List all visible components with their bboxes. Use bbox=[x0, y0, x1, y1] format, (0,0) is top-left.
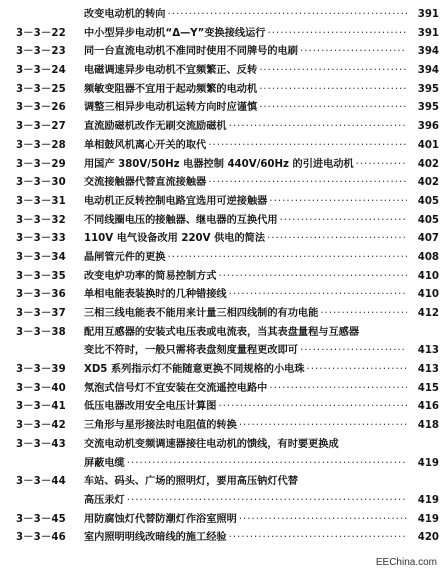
leader-dots bbox=[168, 6, 408, 25]
entry-title-text: 屏蔽电缆 bbox=[84, 457, 125, 469]
page-number: 402 bbox=[417, 177, 439, 189]
entry-title-text: 直流励磁机改作无刷交流励磁机 bbox=[84, 121, 227, 133]
entry-title bbox=[84, 156, 407, 175]
leader-dots bbox=[127, 492, 407, 511]
page-number: 410 bbox=[417, 270, 439, 282]
section-number: 3－3－42 bbox=[16, 420, 66, 432]
entry-title bbox=[84, 174, 407, 193]
entry-title-text: 氖泡式信号灯不宜安装在交流遥控电路中 bbox=[84, 382, 268, 394]
toc-entry bbox=[0, 455, 445, 474]
leader-dots bbox=[239, 511, 407, 530]
toc-entry bbox=[0, 25, 445, 44]
entry-title-text: 频敏变阻器不宜用于起动频繁的电动机 bbox=[84, 83, 258, 95]
toc-entry bbox=[0, 81, 445, 100]
leader-dots bbox=[218, 268, 407, 287]
section-number: 3－3－34 bbox=[16, 251, 66, 263]
section-number: 3－3－30 bbox=[16, 177, 66, 189]
page-number: 407 bbox=[417, 233, 439, 245]
toc-entry bbox=[0, 137, 445, 156]
leader-dots bbox=[267, 230, 407, 249]
entry-title bbox=[84, 99, 407, 118]
toc-entry bbox=[0, 492, 445, 511]
leader-dots bbox=[239, 417, 407, 436]
toc-entry bbox=[0, 212, 445, 231]
page-number: 413 bbox=[417, 364, 439, 376]
leader-dots bbox=[280, 212, 407, 231]
entry-title bbox=[84, 118, 407, 137]
entry-title bbox=[84, 268, 407, 287]
section-number: 3－3－39 bbox=[16, 364, 66, 376]
leader-dots bbox=[356, 156, 407, 175]
section-number: 3－3－22 bbox=[16, 27, 66, 39]
entry-title bbox=[84, 398, 407, 417]
leader-dots bbox=[168, 249, 408, 268]
entry-title-text: 交流电动机变频调速器接往电动机的馈线，有时要更换成 bbox=[84, 438, 339, 450]
leader-dots bbox=[229, 118, 407, 137]
leader-dots bbox=[259, 81, 407, 100]
entry-title-text: 三相三线电能表不能用来计量三相四线制的有功电能 bbox=[84, 308, 319, 319]
section-number: 3－3－44 bbox=[16, 476, 66, 488]
toc-entry bbox=[0, 511, 445, 530]
page-number: 415 bbox=[417, 382, 439, 394]
entry-title bbox=[84, 492, 407, 511]
leader-dots bbox=[259, 99, 407, 118]
entry-title-text: 调整三相异步电动机运转方向时应谨慎 bbox=[84, 102, 258, 114]
page-number: 418 bbox=[417, 420, 439, 432]
section-number: 3－3－43 bbox=[16, 438, 66, 450]
section-number: 3－3－23 bbox=[16, 46, 66, 58]
entry-title-text: 单相鼓风机离心开关的取代 bbox=[84, 139, 207, 151]
entry-title-text: 变比不符时，一般只需将表盘刻度量程更改即可 bbox=[84, 345, 298, 357]
entry-title bbox=[84, 417, 407, 436]
section-number: 3－3－26 bbox=[16, 102, 66, 114]
entry-title-text: 单相电能表装换时的几种错接线 bbox=[84, 289, 227, 301]
entry-title-text: 改变电动机的转向 bbox=[84, 9, 166, 20]
toc-entry bbox=[0, 62, 445, 81]
page-number: 395 bbox=[417, 83, 439, 95]
leader-dots bbox=[208, 137, 407, 156]
toc-entry bbox=[0, 249, 445, 268]
leader-dots bbox=[269, 380, 407, 399]
entry-title-text: 低压电器改用安全电压计算图 bbox=[84, 401, 217, 413]
page-number: 419 bbox=[417, 457, 439, 469]
section-number: 3－3－28 bbox=[16, 139, 66, 151]
section-number: 3－3－27 bbox=[16, 121, 66, 133]
leader-dots bbox=[300, 342, 407, 361]
page-number: 394 bbox=[417, 46, 439, 58]
page-number: 419 bbox=[417, 513, 439, 525]
entry-title bbox=[84, 286, 407, 305]
page-number: 412 bbox=[417, 308, 439, 319]
section-number: 3－3－32 bbox=[16, 214, 66, 226]
leader-dots bbox=[208, 174, 407, 193]
section-number: 3－3－40 bbox=[16, 382, 66, 394]
entry-title-text: 用国产 380V/50Hz 电器控制 440V/60Hz 的引进电动机 bbox=[84, 158, 354, 170]
toc-entry bbox=[0, 286, 445, 305]
toc-entry bbox=[0, 118, 445, 137]
section-number: 3－3－35 bbox=[16, 270, 66, 282]
page-number: 405 bbox=[417, 214, 439, 226]
table-of-contents bbox=[0, 6, 445, 548]
section-number: 3－3－29 bbox=[16, 158, 66, 170]
leader-dots bbox=[307, 361, 407, 380]
entry-title-text: 110V 电气设备改用 220V 供电的简法 bbox=[84, 233, 266, 245]
entry-title bbox=[84, 193, 407, 212]
watermark: EEChina.com bbox=[375, 557, 437, 568]
entry-title bbox=[84, 436, 407, 455]
page-number: 420 bbox=[417, 532, 439, 544]
page-number: 419 bbox=[417, 494, 439, 506]
toc-entry bbox=[0, 529, 445, 548]
toc-entry bbox=[0, 193, 445, 212]
section-number: 3－3－25 bbox=[16, 83, 66, 95]
toc-entry bbox=[0, 398, 445, 417]
entry-title bbox=[84, 137, 407, 156]
section-number: 3－3－33 bbox=[16, 233, 66, 245]
entry-title-text: 电磁调速异步电动机不宜频繁正、反转 bbox=[84, 65, 258, 77]
page-number: 401 bbox=[417, 139, 439, 151]
toc-entry bbox=[0, 342, 445, 361]
entry-title-text: 室内照明明线改暗线的施工经验 bbox=[84, 532, 227, 544]
section-number: 3－3－36 bbox=[16, 289, 66, 301]
toc-entry bbox=[0, 473, 445, 492]
section-number: 3－3－45 bbox=[16, 513, 66, 525]
entry-title bbox=[84, 81, 407, 100]
entry-title bbox=[84, 511, 407, 530]
entry-title bbox=[84, 342, 407, 361]
toc-entry bbox=[0, 230, 445, 249]
entry-title-text: 不同线圈电压的接触器、继电器的互换代用 bbox=[84, 214, 278, 226]
page-number: 391 bbox=[417, 27, 439, 39]
leader-dots bbox=[300, 43, 407, 62]
toc-entry bbox=[0, 6, 445, 25]
entry-title bbox=[84, 455, 407, 474]
toc-entry bbox=[0, 380, 445, 399]
page-number: 408 bbox=[417, 251, 439, 263]
leader-dots bbox=[320, 305, 407, 324]
leader-dots bbox=[218, 398, 407, 417]
page-number: 391 bbox=[417, 9, 439, 20]
entry-title bbox=[84, 249, 407, 268]
entry-title-text: 三角形与星形接法时电阻值的转换 bbox=[84, 420, 237, 432]
toc-entry bbox=[0, 436, 445, 455]
entry-title-text: 车站、码头、广场的照明灯，要用高压钠灯代替 bbox=[84, 476, 298, 488]
section-number: 3－3－46 bbox=[16, 532, 66, 544]
entry-title bbox=[84, 62, 407, 81]
section-number: 3－3－38 bbox=[16, 326, 66, 338]
page-number: 402 bbox=[417, 158, 439, 170]
section-number: 3－3－31 bbox=[16, 195, 66, 207]
entry-title-text: 中小型异步电动机“Δ—Y”变换接线运行 bbox=[84, 27, 266, 39]
toc-entry bbox=[0, 305, 445, 324]
section-number: 3－3－37 bbox=[16, 308, 66, 319]
leader-dots bbox=[127, 455, 407, 474]
leader-dots bbox=[269, 193, 407, 212]
entry-title-text: 用防腐蚀灯代替防潮灯作浴室照明 bbox=[84, 513, 237, 525]
toc-entry bbox=[0, 156, 445, 175]
page-number: 395 bbox=[417, 102, 439, 114]
entry-title bbox=[84, 361, 407, 380]
page-number: 410 bbox=[417, 289, 439, 301]
entry-title bbox=[84, 473, 407, 492]
leader-dots bbox=[229, 529, 407, 548]
entry-title bbox=[84, 43, 407, 62]
leader-dots bbox=[229, 286, 407, 305]
entry-title bbox=[84, 6, 407, 25]
leader-dots bbox=[259, 62, 407, 81]
leader-dots bbox=[267, 25, 407, 44]
section-number: 3－3－24 bbox=[16, 65, 66, 77]
entry-title-text: 配用互感器的安装式电压表或电流表，当其表盘量程与互感器 bbox=[84, 326, 360, 338]
entry-title-text: 交流接触器代替直流接触器 bbox=[84, 177, 207, 189]
page-number: 396 bbox=[417, 121, 439, 133]
entry-title bbox=[84, 380, 407, 399]
toc-entry bbox=[0, 268, 445, 287]
page-number: 405 bbox=[417, 195, 439, 207]
toc-entry bbox=[0, 417, 445, 436]
entry-title-text: 同一台直流电动机不准同时使用不同牌号的电刷 bbox=[84, 46, 298, 58]
entry-title bbox=[84, 324, 407, 343]
entry-title bbox=[84, 529, 407, 548]
entry-title bbox=[84, 212, 407, 231]
toc-entry bbox=[0, 43, 445, 62]
toc-entry bbox=[0, 99, 445, 118]
section-number: 3－3－41 bbox=[16, 401, 66, 413]
toc-entry bbox=[0, 174, 445, 193]
entry-title bbox=[84, 230, 407, 249]
entry-title bbox=[84, 305, 407, 324]
entry-title-text: 改变电炉功率的简易控制方式 bbox=[84, 270, 217, 282]
page-number: 413 bbox=[417, 345, 439, 357]
entry-title-text: 晶闸管元件的更换 bbox=[84, 251, 166, 263]
entry-title-text: 电动机正反转控制电路宜选用可逆接触器 bbox=[84, 195, 268, 207]
page-number: 416 bbox=[417, 401, 439, 413]
toc-entry bbox=[0, 324, 445, 343]
toc-entry bbox=[0, 361, 445, 380]
entry-title-text: 高压汞灯 bbox=[84, 494, 125, 506]
entry-title-text: XD5 系列指示灯不能随意更换不同规格的小电珠 bbox=[84, 364, 305, 376]
entry-title bbox=[84, 25, 407, 44]
page-number: 394 bbox=[417, 65, 439, 77]
